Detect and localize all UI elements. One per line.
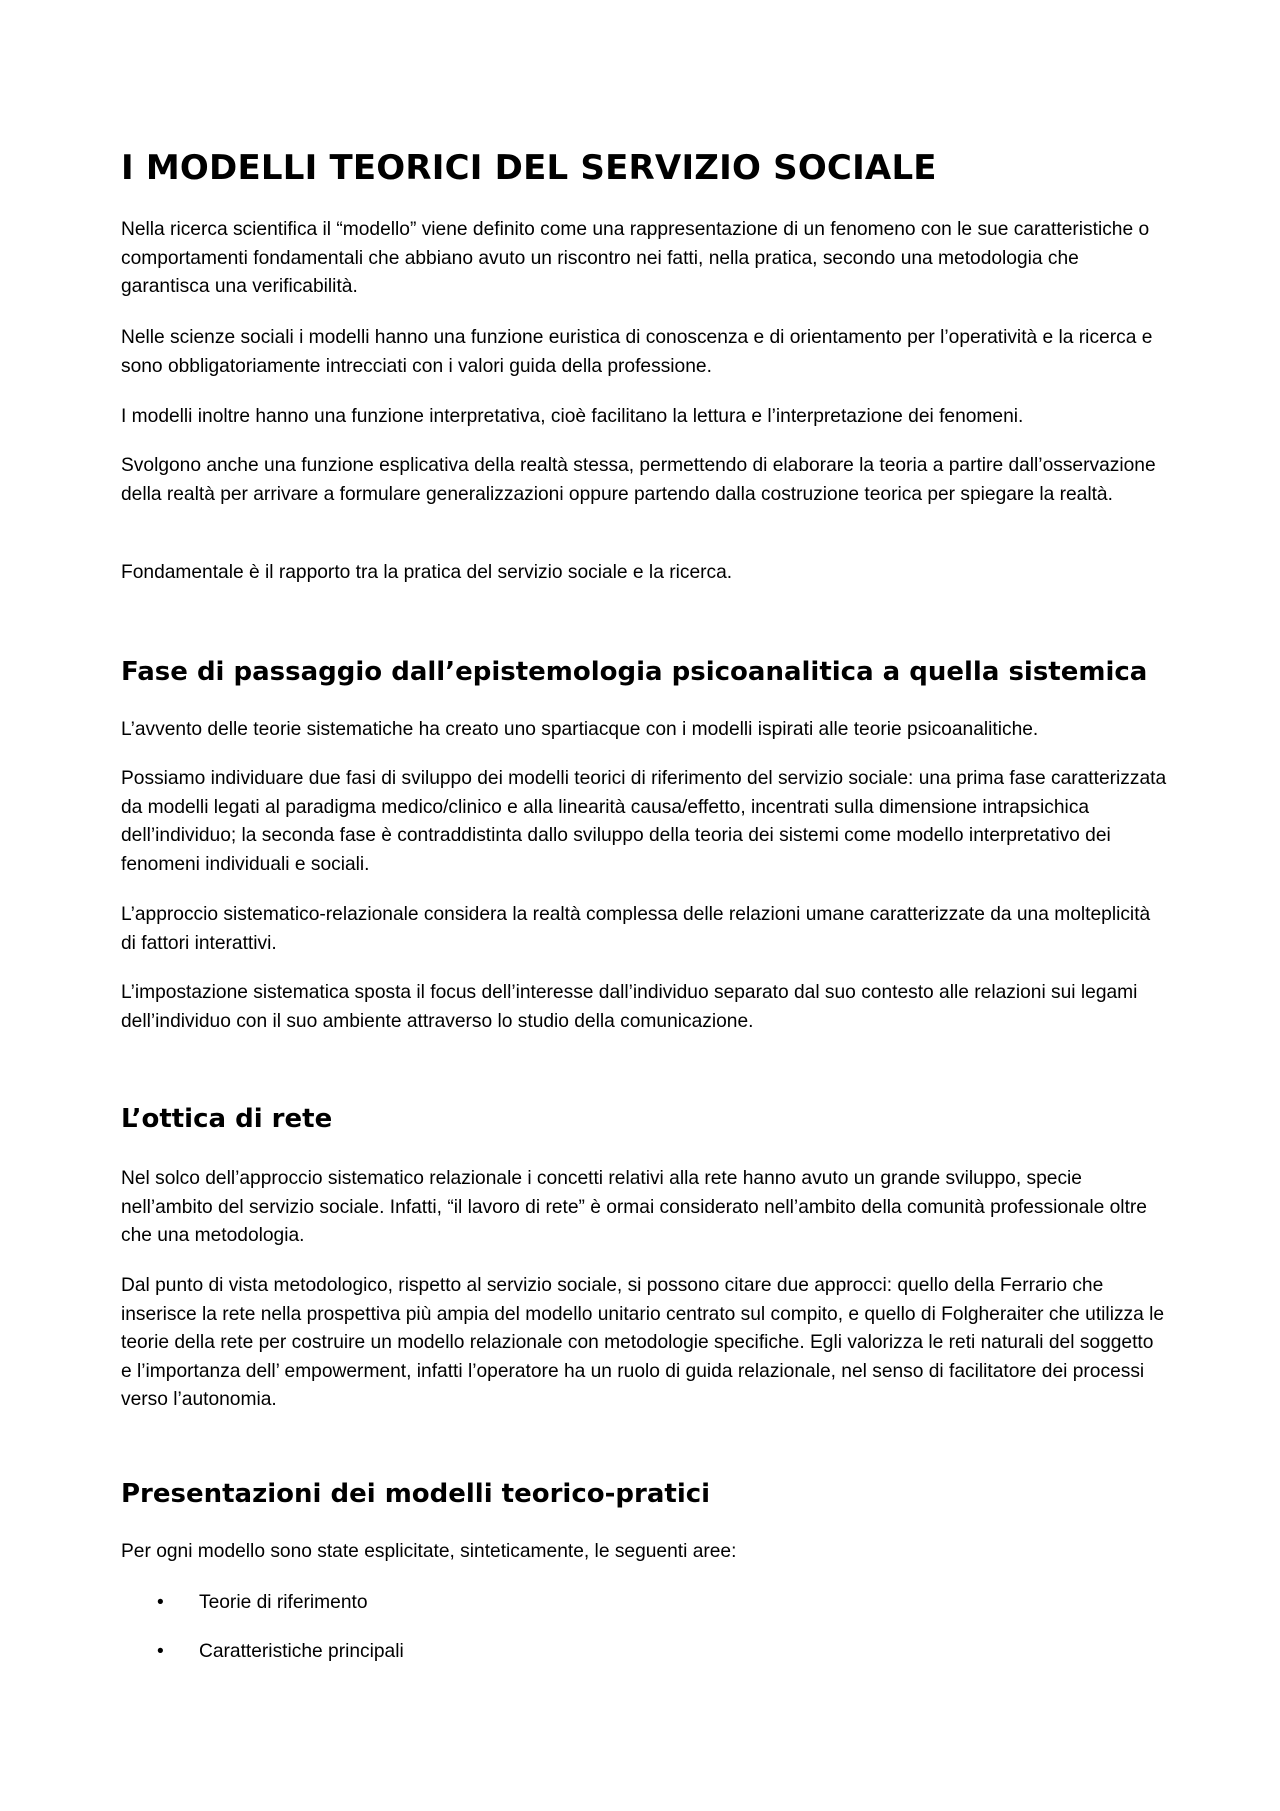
paragraph: Nelle scienze sociali i modelli hanno una funzione euristica di conoscenza e di orientamento per l’operatività e la ricerca e sono obbligatoriamente intrecciati con i valori guida della professione. [121,327,1153,377]
paragraph: L’approccio sistematico-relazionale considera la realtà complessa delle relazioni umane caratterizzate da una molteplicità di fattori interattivi. [121,904,1151,954]
list-item-text: Teorie di riferimento [199,1592,368,1613]
list-item-text: Caratteristiche principali [199,1641,404,1662]
paragraph: Per ogni modello sono state esplicitate, sinteticamente, le seguenti aree: [121,1541,737,1562]
section-heading: Fase di passaggio dall’epistemologia psicoanalitica a quella sistemica [121,657,1148,687]
section-heading: L’ottica di rete [121,1104,333,1134]
paragraph: Nella ricerca scientifica il “modello” viene definito come una rappresentazione di un fenomeno con le sue caratteristiche o comportamenti fondamentali che abbiano avuto un riscontro nei fatti, nella pratica, secondo una metodologia che garantisca una verificabilità. [121,219,1150,297]
paragraph: Dal punto di vista metodologico, rispetto al servizio sociale, si possono citare due approcci: quello della Ferrario che inserisce la rete nella prospettiva più ampia del modello unitario centrato sul compito, e quello di Folgheraiter che utilizza le teorie della rete per costruire un modello relazionale con metodologie specifiche. Egli valorizza le reti naturali del soggetto e l’importanza dell’ empowerment, infatti l’operatore ha un ruolo di guida relazionale, nel senso di facilitatore dei processi verso l’autonomia. [121,1275,1165,1410]
paragraph: Fondamentale è il rapporto tra la pratica del servizio sociale e la ricerca. [121,562,733,583]
bullet-icon: • [157,1592,164,1613]
bullet-icon: • [157,1641,164,1662]
paragraph: I modelli inoltre hanno una funzione interpretativa, cioè facilitano la lettura e l’interpretazione dei fenomeni. [121,406,1024,427]
paragraph: Nel solco dell’approccio sistematico relazionale i concetti relativi alla rete hanno avuto un grande sviluppo, specie nell’ambito del servizio sociale. Infatti, “il lavoro di rete” è ormai considerato nell’ambito della comunità professionale oltre che una metodologia. [121,1168,1147,1246]
page-title: I MODELLI TEORICI DEL SERVIZIO SOCIALE [121,148,937,188]
paragraph: L’avvento delle teorie sistematiche ha creato uno spartiacque con i modelli ispirati alle teorie psicoanalitiche. [121,719,1039,740]
paragraph: Svolgono anche una funzione esplicativa della realtà stessa, permettendo di elaborare la teoria a partire dall’osservazione della realtà per arrivare a formulare generalizzazioni oppure partendo dalla costruzione teorica per spiegare la realtà. [121,455,1156,505]
section-heading: Presentazioni dei modelli teorico-pratici [121,1479,711,1509]
paragraph: Possiamo individuare due fasi di sviluppo dei modelli teorici di riferimento del servizio sociale: una prima fase caratterizzata da modelli legati al paradigma medico/clinico e alla linearità causa/effetto, incentrati sulla dimensione intrapsichica dell’individuo; la seconda fase è contraddistinta dallo sviluppo della teoria dei sistemi come modello interpretativo dei fenomeni individuali e sociali. [121,768,1167,875]
paragraph: L’impostazione sistematica sposta il focus dell’interesse dall’individuo separato dal suo contesto alle relazioni sui legami dell’individuo con il suo ambiente attraverso lo studio della comunicazione. [121,982,1138,1032]
